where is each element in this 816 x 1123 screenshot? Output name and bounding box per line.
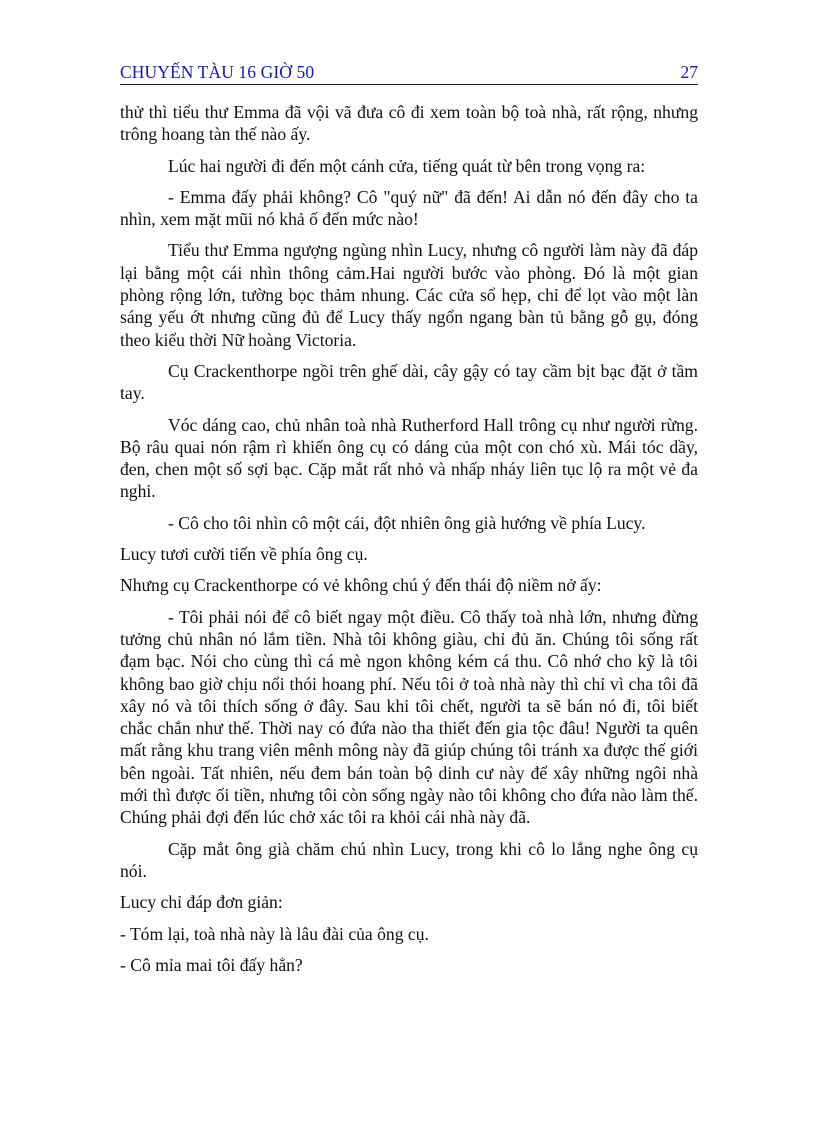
paragraph: Vóc dáng cao, chủ nhân toà nhà Rutherford Hall trông cụ như người rừng. Bộ râu quai nón rậm rì khiến ông cụ có dáng của một con chó xù. Mái tóc dầy, đen, chen một số sợi bạc. Cặp mắt rất nhỏ và nhấp nháy liên tục lộ ra một vẻ đa nghi. (120, 414, 698, 502)
paragraph: thử thì tiểu thư Emma đã vội vã đưa cô đi xem toàn bộ toà nhà, rất rộng, nhưng trông hoang tàn thế nào ấy. (120, 102, 698, 145)
paragraph: Cặp mắt ông già chăm chú nhìn Lucy, trong khi cô lo lắng nghe ông cụ nói. (120, 838, 698, 881)
paragraph: - Cô cho tôi nhìn cô một cái, đột nhiên ông già hướng về phía Lucy. (168, 512, 646, 533)
paragraph: - Tóm lại, toà nhà này là lâu đài của ông cụ. (120, 923, 429, 944)
page-body (120, 101, 698, 985)
paragraph: Lucy tươi cười tiến về phía ông cụ. (120, 544, 368, 565)
paragraph: - Emma đấy phải không? Cô "quý nữ" đã đến! Ai dẫn nó đến đây cho ta nhìn, xem mặt mũi nó khả ố đến mức nào! (120, 186, 698, 230)
paragraph: Nhưng cụ Crackenthorpe có vẻ không chú ý đến thái độ niềm nở ấy: (120, 575, 602, 596)
paragraph: Lucy chỉ đáp đơn giản: (120, 892, 283, 913)
paragraph: Cụ Crackenthorpe ngồi trên ghế dài, cây gậy có tay cầm bịt bạc đặt ở tầm tay. (120, 360, 698, 404)
header-title: CHUYẾN TÀU 16 GIỜ 50 (120, 62, 315, 82)
paragraph: - Tôi phải nói để cô biết ngay một điều. Cô thấy toà nhà lớn, nhưng đừng tưởng chủ nhân nó lắm tiền. Nhà tôi không giàu, chỉ đủ ăn. Chúng tôi sống rất đạm bạc. Nói cho cùng thì cá mè ngon không kém cá thu. Cô nhớ cho kỹ là tôi không bao giờ chịu nổi thói hoang phí. Nếu tôi ở toà nhà này thì chỉ vì cha tôi đã xây nó và tôi thích sống ở đây. Sau khi tôi chết, người ta sẽ bán nó đi, tôi biết chắc chắn như thế. Thời nay có đứa nào tha thiết đến gia tộc đâu! Người ta quên mất rằng khu trang viên mênh mông này đã giúp chúng tôi tránh xa được thế giới bên ngoài. Tất nhiên, nếu đem bán toàn bộ dinh cư này để xây những ngôi nhà mới thì được ối tiền, nhưng tôi còn sống ngày nào tôi không cho đứa nào làm thế. Chúng phải đợi đến lúc chở xác tôi ra khỏi cái nhà này đã. (120, 606, 698, 828)
paragraph: - Cô mỉa mai tôi đấy hẳn? (120, 954, 303, 975)
running-header (120, 60, 698, 85)
page-number: 27 (680, 62, 698, 82)
paragraph: Tiểu thư Emma ngượng ngùng nhìn Lucy, nhưng cô người làm này đã đáp lại bằng một cái nhìn thông cảm.Hai người bước vào phòng. Đó là một gian phòng rộng lớn, tường bọc thảm nhung. Các cửa sổ hẹp, chỉ để lọt vào một làn sáng yếu ớt nhưng cũng đủ để Lucy thấy ngổn ngang bàn tủ bằng gỗ gụ, đóng theo kiểu thời Nữ hoàng Victoria. (120, 240, 698, 350)
paragraph: Lúc hai người đi đến một cánh cửa, tiếng quát từ bên trong vọng ra: (168, 155, 646, 176)
